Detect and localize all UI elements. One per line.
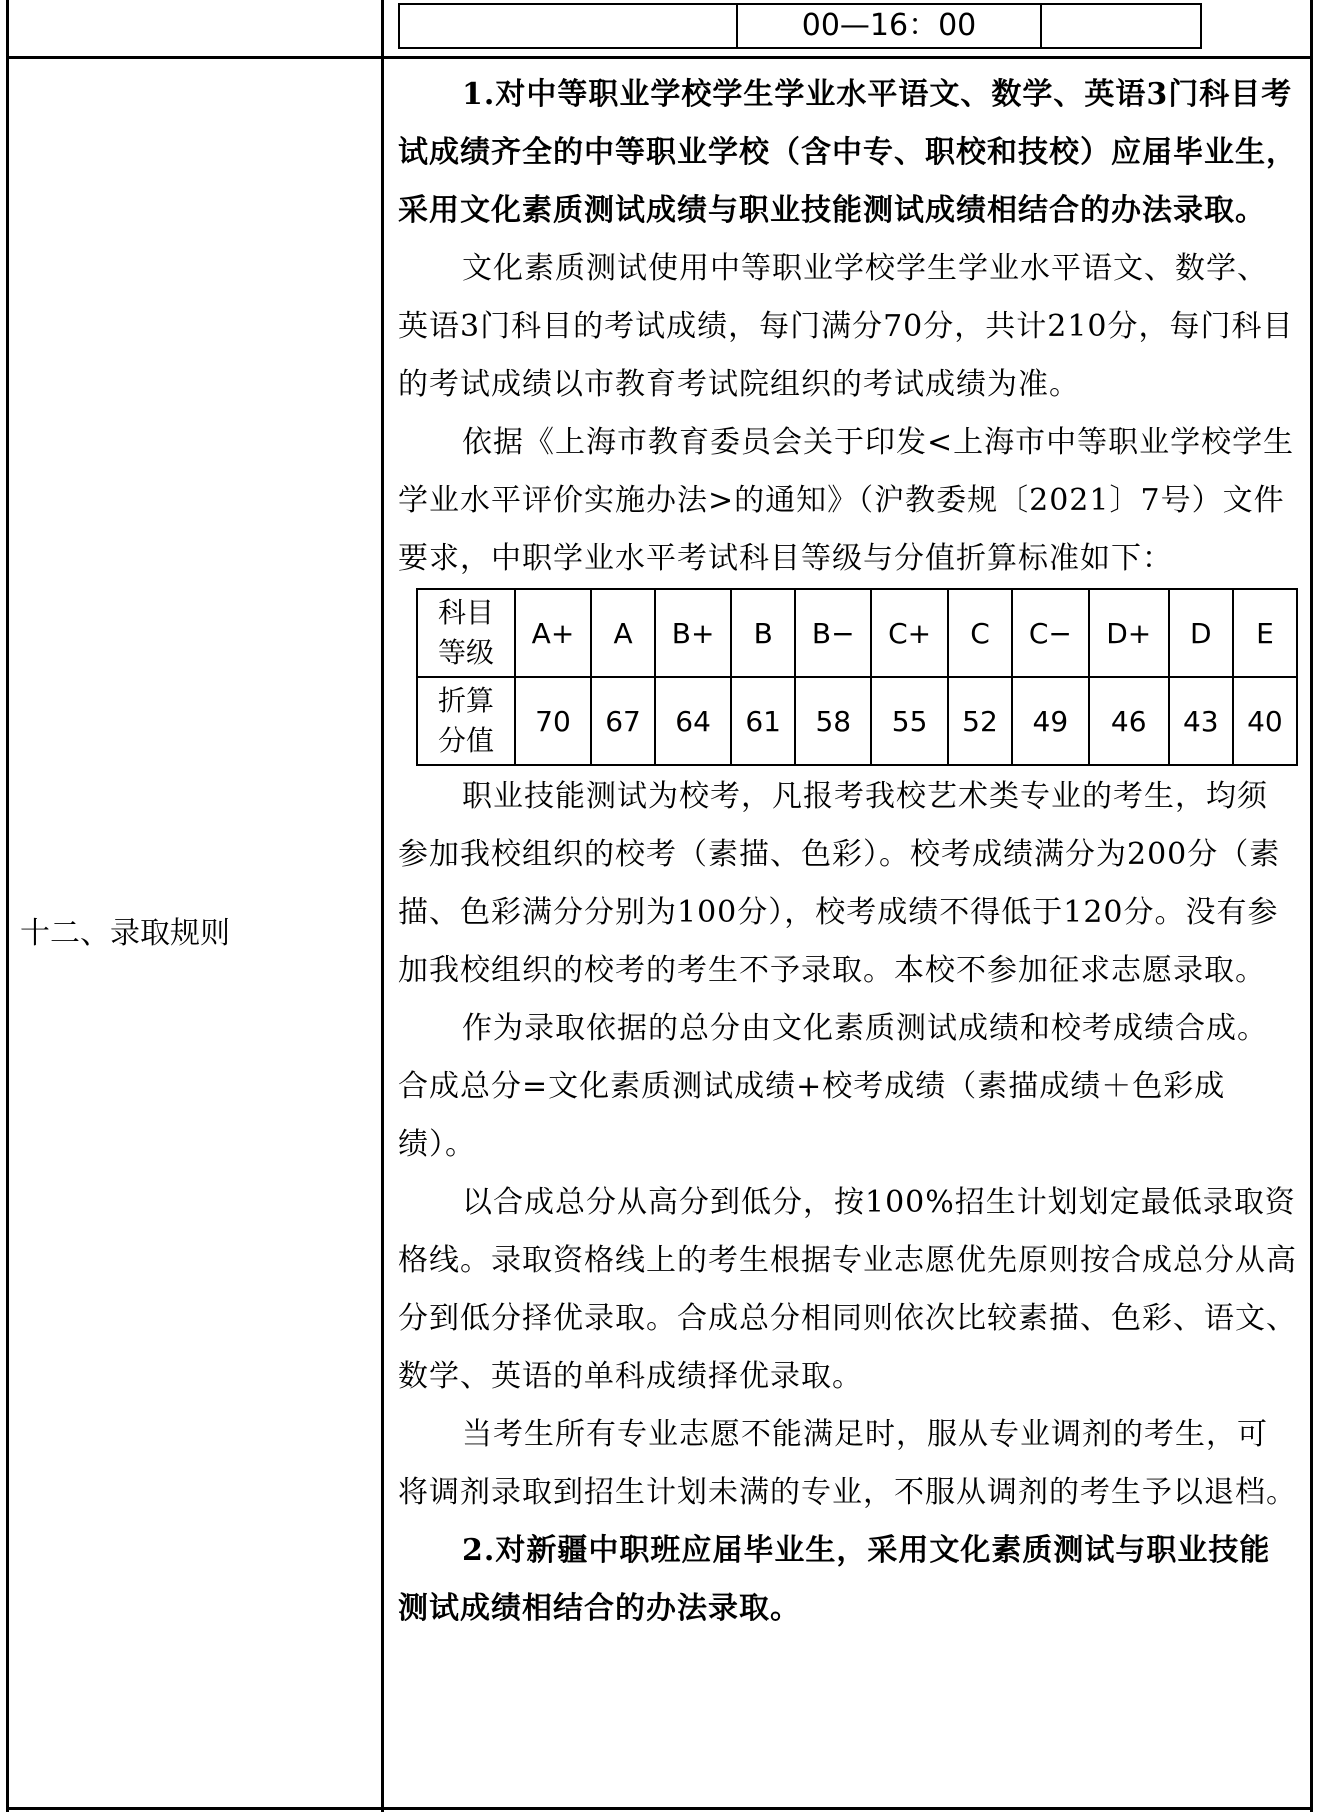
outer-border-right [1310, 0, 1313, 1812]
paragraph: 文化素质测试使用中等职业学校学生学业水平语文、数学、英语3门科目的考试成绩，每门满分70分，共计210分，每门科目的考试成绩以市教育考试院组织的考试成绩为准。 [398, 251, 1294, 402]
paragraph: 依据《上海市教育委员会关于印发<上海市中等职业学校学生学业水平评价实施办法>的通知》（沪教委规〔2021〕7号）文件要求，中职学业水平考试科目等级与分值折算标准如下： [398, 425, 1295, 576]
score-cell: 70 [515, 677, 591, 765]
score-cell: 67 [591, 677, 655, 765]
grade-cell: B [731, 589, 795, 677]
previous-row-table-fragment [398, 3, 1202, 49]
paragraphs-before-table [398, 66, 1298, 588]
score-cell: 61 [731, 677, 795, 765]
column-divider [381, 0, 384, 1812]
grade-cell: B− [795, 589, 871, 677]
score-cell: 40 [1233, 677, 1297, 765]
grade-score-table [416, 588, 1298, 766]
paragraph: 1.对中等职业学校学生学业水平语文、数学、英语3门科目考试成绩齐全的中等职业学校（含中专、职校和技校）应届毕业生，采用文化素质测试成绩与职业技能测试成绩相结合的办法录取。 [398, 77, 1297, 228]
paragraph: 作为录取依据的总分由文化素质测试成绩和校考成绩合成。合成总分=文化素质测试成绩+校考成绩（素描成绩＋色彩成绩）。 [398, 1011, 1268, 1162]
paragraph: 2.对新疆中职班应届毕业生，采用文化素质测试与职业技能测试成绩相结合的办法录取。 [398, 1533, 1271, 1626]
bottom-border [6, 1807, 1313, 1810]
score-cell: 64 [655, 677, 731, 765]
table-row-scores [417, 677, 1297, 765]
score-cell: 46 [1089, 677, 1169, 765]
grade-cell: C− [1012, 589, 1089, 677]
cell-divider [1040, 5, 1042, 47]
section-label: 十二、录取规则 [20, 916, 230, 951]
grade-cell: B+ [655, 589, 731, 677]
score-cell: 55 [871, 677, 948, 765]
grade-cell: D+ [1089, 589, 1169, 677]
paragraphs-after-table [398, 768, 1298, 1638]
grade-cell: D [1169, 589, 1233, 677]
row-header-grade: 科目 等级 [417, 589, 515, 677]
score-cell: 43 [1169, 677, 1233, 765]
grade-cell: A+ [515, 589, 591, 677]
paragraph: 以合成总分从高分到低分，按100%招生计划划定最低录取资格线。录取资格线上的考生根据专业志愿优先原则按合成总分从高分到低分择优录取。合成总分相同则依次比较素描、色彩、语文、数学、英语的单科成绩择优录取。 [398, 1185, 1297, 1394]
row-header-score: 折算 分值 [417, 677, 515, 765]
grade-cell: C [948, 589, 1012, 677]
paragraph: 职业技能测试为校考，凡报考我校艺术类专业的考生，均须参加我校组织的校考（素描、色彩）。校考成绩满分为200分（素描、色彩满分分别为100分），校考成绩不得低于120分。没有参加我校组织的校考的考生不予录取。本校不参加征求志愿录取。 [398, 779, 1281, 988]
outer-border-left [6, 0, 9, 1812]
paragraph: 当考生所有专业志愿不能满足时，服从专业调剂的考生，可将调剂录取到招生计划未满的专业，不服从调剂的考生予以退档。 [398, 1417, 1297, 1510]
score-cell: 58 [795, 677, 871, 765]
grade-cell: E [1233, 589, 1297, 677]
score-cell: 49 [1012, 677, 1089, 765]
grade-cell: C+ [871, 589, 948, 677]
grade-cell: A [591, 589, 655, 677]
time-cell: 00—16：00 [801, 8, 977, 43]
section-content [398, 66, 1298, 1638]
table-row-grades [417, 589, 1297, 677]
score-cell: 52 [948, 677, 1012, 765]
row-divider [6, 56, 1313, 59]
